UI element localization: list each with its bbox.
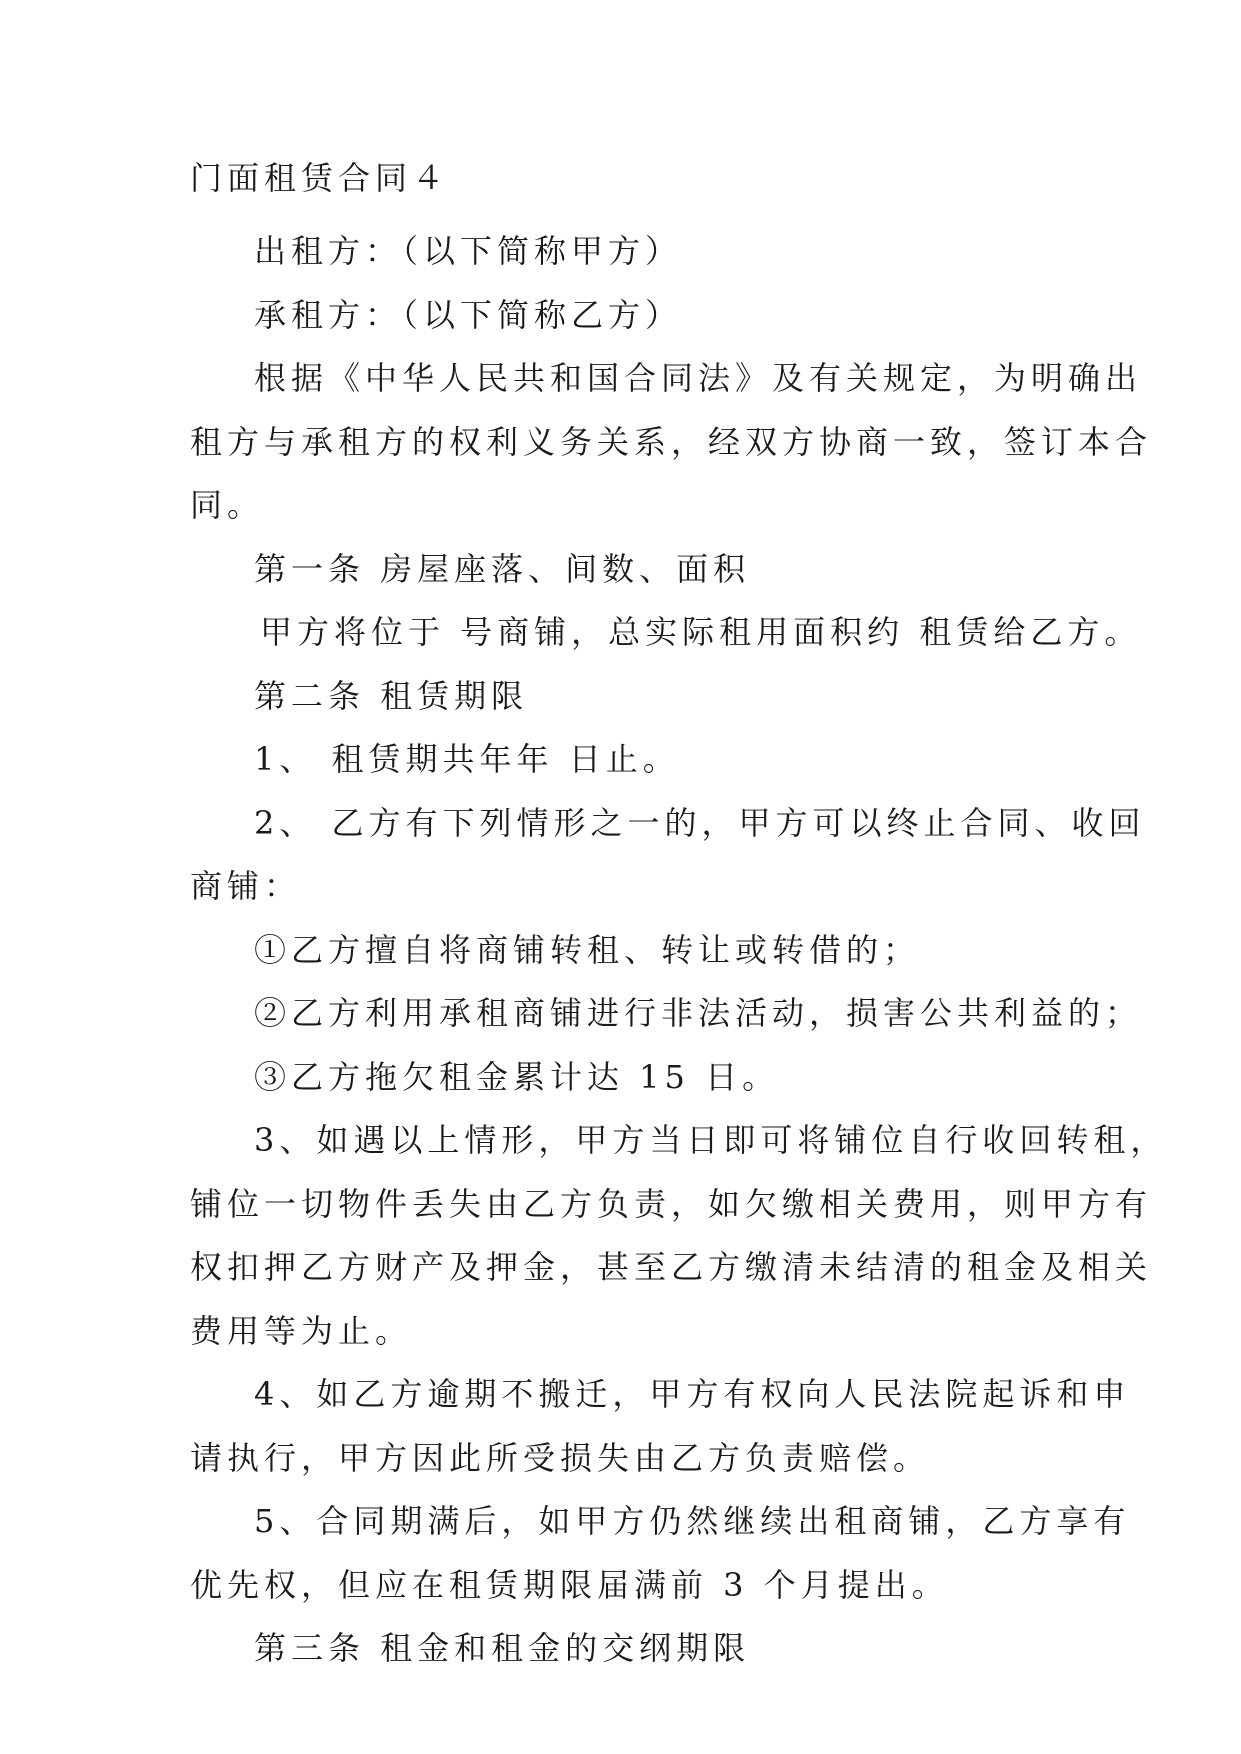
paragraph-line: 甲方将位于 号商铺，总实际租用面积约 租赁给乙方。 <box>260 613 1142 651</box>
paragraph-line: 承租方：（以下简称乙方） <box>254 295 683 334</box>
paragraph-line: 出租方：（以下简称甲方） <box>254 232 683 270</box>
paragraph-line: 费用等为止。 <box>190 1311 413 1350</box>
paragraph-line: 1、 租赁期共年年 日止。 <box>254 740 680 778</box>
paragraph-line: 请执行，甲方因此所受损失由乙方负责赔偿。 <box>190 1438 931 1477</box>
paragraph-line: 3、如遇以上情形，甲方当日即可将铺位自行收回转租， <box>254 1121 1168 1159</box>
list-item: ②乙方利用承租商铺进行非法活动，损害公共利益的； <box>254 994 1143 1032</box>
section-heading: 第一条 房屋座落、间数、面积 <box>254 549 751 588</box>
section-heading: 第二条 租赁期限 <box>254 676 529 715</box>
paragraph-line: 租方与承租方的权利义务关系，经双方协商一致，签订本合 <box>190 422 1153 461</box>
document-body <box>190 158 1168 1681</box>
paragraph-line: 同。 <box>190 486 265 524</box>
paragraph-line: 根据《中华人民共和国合同法》及有关规定，为明确出 <box>254 359 1143 397</box>
paragraph-line: 4、如乙方逾期不搬迁，甲方有权向人民法院起诉和申 <box>254 1375 1131 1413</box>
section-heading: 第三条 租金和租金的交纲期限 <box>254 1629 751 1667</box>
paragraph-line: 商铺： <box>190 867 302 905</box>
paragraph-line: 优先权，但应在租赁期限届满前 3 个月提出。 <box>190 1565 949 1604</box>
document-title: 门面租赁合同４ <box>190 159 450 197</box>
paragraph-line: 铺位一切物件丢失由乙方负责，如欠缴相关费用，则甲方有 <box>190 1184 1153 1223</box>
list-item: ①乙方擅自将商铺转租、转让或转借的； <box>254 930 921 969</box>
paragraph-line: 权扣押乙方财产及押金，甚至乙方缴清未结清的租金及相关 <box>190 1248 1153 1286</box>
paragraph-line: 2、 乙方有下列情形之一的，甲方可以终止合同、收回 <box>254 803 1146 842</box>
paragraph-line: 5、合同期满后，如甲方仍然继续出租商铺，乙方享有 <box>254 1502 1131 1540</box>
list-item: ③乙方拖欠租金累计达 15 日。 <box>254 1057 780 1096</box>
